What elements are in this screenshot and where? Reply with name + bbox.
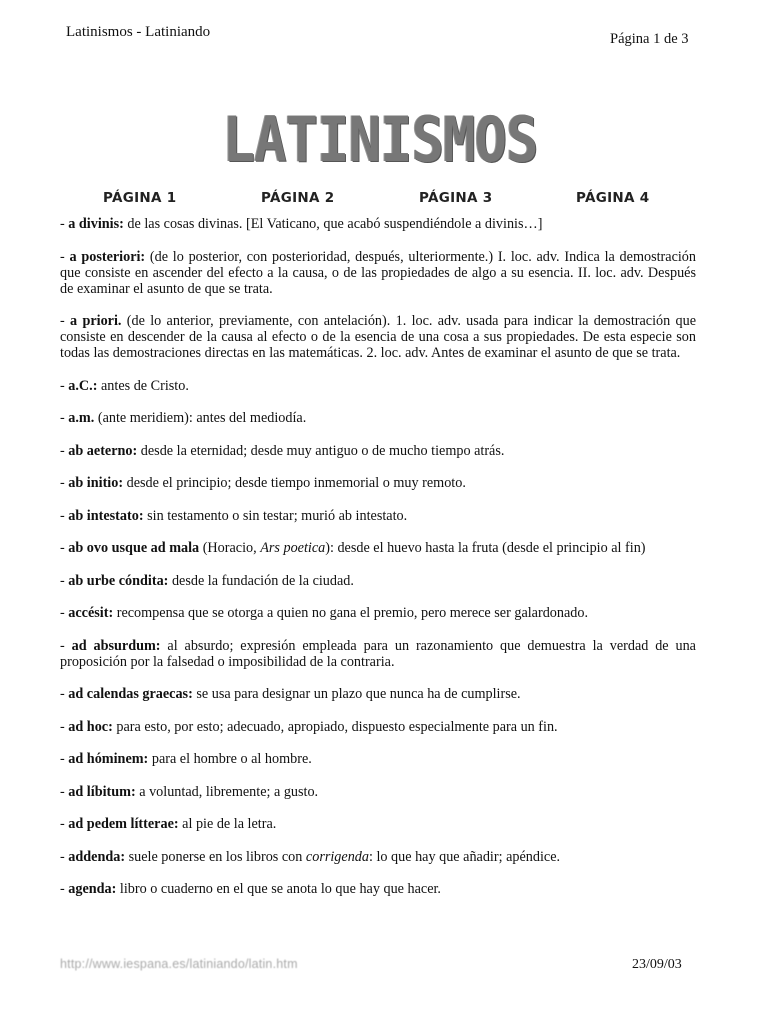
glossary-entry: - agenda: libro o cuaderno en el que se anota lo que hay que hacer. — [60, 881, 441, 897]
entry-definition: para el hombre o al hombre. — [148, 751, 312, 767]
entry-term: ab ovo usque ad mala — [68, 540, 200, 556]
footer-date: 23/09/03 — [632, 957, 682, 972]
entry-term: a posteriori: — [69, 248, 146, 265]
footer-url: http://www.iespana.es/latiniando/latin.htm — [60, 957, 298, 971]
nav-link-page-4[interactable]: PÁGINA 4 — [576, 190, 650, 206]
entry-definition: (de lo posterior, con posterioridad, después, ulteriormente.) I. loc. adv. Indica la demostración que consiste en ascender del efecto a la causa, o de las propiedades de algo a su esencia. II. loc. adv. Después de examinar el asunto de que se trata. — [60, 248, 696, 297]
entry-term: addenda: — [68, 848, 126, 865]
entry-term: ad hoc: — [68, 718, 113, 735]
entry-definition: para esto, por esto; adecuado, apropiado, dispuesto especialmente para un fin. — [112, 718, 558, 735]
glossary-entry: - a.C.: antes de Cristo. — [60, 377, 189, 394]
nav-link-page-3[interactable]: PÁGINA 3 — [419, 190, 493, 206]
entry-term: a.C.: — [68, 377, 98, 394]
entry-definition-rest: ): desde el huevo hasta la fruta (desde el principio al fin) — [325, 540, 646, 556]
page-navigation — [0, 190, 768, 214]
entry-term: ad absurdum: — [71, 637, 161, 654]
entry-definition-rest: : lo que hay que añadir; apéndice. — [368, 848, 561, 865]
glossary-entry: - ab initio: desde el principio; desde tiempo inmemorial o muy remoto. — [60, 475, 466, 491]
latinismos-logo: LATINISMOS — [222, 102, 538, 176]
entry-definition: (ante meridiem): antes del mediodía. — [94, 410, 307, 426]
entry-term: ad calendas graecas: — [68, 686, 193, 702]
glossary-entry: - a posteriori: (de lo posterior, con posterioridad, después, ulteriormente.) I. loc. adv. Indica la demostración que consiste en ascender del efecto a la causa, o de las propiedades de algo a su esencia. II. loc. adv. Después de examinar el asunto de que se trata. — [60, 248, 696, 297]
entry-definition: libro o cuaderno en el que se anota lo que hay que hacer. — [116, 881, 441, 897]
entry-definition: al absurdo; expresión empleada para un razonamiento que demuestra la verdad de una proposición por la falsedad o imposibilidad de la contraria. — [60, 637, 696, 670]
entry-term: ad pedem lítterae: — [68, 816, 179, 832]
entry-definition: a voluntad, libremente; a gusto. — [135, 783, 319, 800]
entry-term: ab aeterno: — [68, 442, 138, 459]
entry-italic: corrigenda — [305, 848, 369, 865]
glossary-list — [60, 216, 696, 914]
glossary-entry: - ad pedem lítterae: al pie de la letra. — [60, 816, 277, 832]
entry-term: ab initio: — [68, 475, 124, 491]
nav-link-page-2[interactable]: PÁGINA 2 — [261, 190, 335, 206]
entry-definition: al pie de la letra. — [178, 816, 277, 832]
page-indicator: Página 1 de 3 — [610, 31, 689, 47]
glossary-entry: - ad líbitum: a voluntad, libremente; a gusto. — [60, 783, 319, 800]
nav-link-page-1[interactable]: PÁGINA 1 — [103, 190, 177, 206]
glossary-entry: - ad calendas graecas: se usa para designar un plazo que nunca ha de cumplirse. — [60, 686, 521, 702]
glossary-entry: - a.m. (ante meridiem): antes del mediodía. — [60, 410, 307, 426]
glossary-entry: - ab intestato: sin testamento o sin testar; murió ab intestato. — [60, 507, 408, 524]
entry-definition: sin testamento o sin testar; murió ab intestato. — [143, 507, 408, 524]
entry-term: ab urbe cóndita: — [68, 572, 169, 589]
glossary-entry: - ab aeterno: desde la eternidad; desde muy antiguo o de mucho tiempo atrás. — [60, 442, 505, 459]
glossary-entry: - ad absurdum: al absurdo; expresión empleada para un razonamiento que demuestra la verdad de una proposición por la falsedad o imposibilidad de la contraria. — [60, 637, 696, 670]
entry-definition: antes de Cristo. — [97, 377, 189, 394]
entry-definition: se usa para designar un plazo que nunca ha de cumplirse. — [192, 686, 521, 702]
entry-italic: Ars poetica — [260, 540, 326, 556]
entry-definition: (Horacio, — [199, 540, 261, 556]
glossary-entry: - ab ovo usque ad mala (Horacio, Ars poetica): desde el huevo hasta la fruta (desde el principio al fin) — [60, 540, 646, 556]
glossary-entry: - addenda: suele ponerse en los libros con corrigenda: lo que hay que añadir; apéndice. — [60, 848, 561, 865]
document-title: Latinismos - Latiniando — [66, 24, 211, 40]
entry-term: ad hóminem: — [68, 751, 149, 767]
glossary-entry: - ab urbe cóndita: desde la fundación de la ciudad. — [60, 572, 354, 589]
entry-definition: suele ponerse en los libros con — [125, 848, 306, 865]
entry-term: ab intestato: — [68, 507, 144, 524]
entry-term: agenda: — [68, 881, 117, 897]
entry-definition: desde el principio; desde tiempo inmemorial o muy remoto. — [123, 475, 466, 491]
entry-definition: recompensa que se otorga a quien no gana el premio, pero merece ser galardonado. — [113, 605, 589, 621]
glossary-entry: - accésit: recompensa que se otorga a quien no gana el premio, pero merece ser galardonado. — [60, 605, 589, 621]
entry-definition: de las cosas divinas. [El Vaticano, que acabó suspendiéndole a divinis…] — [123, 216, 543, 232]
entry-term: a priori. — [70, 313, 122, 329]
glossary-entry: - ad hóminem: para el hombre o al hombre. — [60, 751, 312, 767]
entry-term: ad líbitum: — [68, 783, 136, 800]
entry-term: a divinis: — [68, 216, 124, 232]
entry-term: a.m. — [68, 410, 95, 426]
glossary-entry: - ad hoc: para esto, por esto; adecuado, apropiado, dispuesto especialmente para un fin. — [60, 718, 558, 735]
entry-term: accésit: — [68, 605, 114, 621]
glossary-entry: - a priori. (de lo anterior, previamente, con antelación). 1. loc. adv. usada para indicar la demostración que consiste en descender de la causa al efecto o de la esencia de una cosa a sus propiedades. De esta especie son todas las demostraciones directas en las matemáticas. 2. loc. adv. Antes de examinar el asunto de que se trata. — [60, 313, 696, 361]
entry-definition: desde la fundación de la ciudad. — [168, 572, 354, 589]
entry-definition: (de lo anterior, previamente, con antelación). 1. loc. adv. usada para indicar la demostración que consiste en descender de la causa al efecto o de la esencia de una cosa a sus propiedades. De esta especie son todas las demostraciones directas en las matemáticas. 2. loc. adv. Antes de examinar el asunto de que se trata. — [60, 313, 696, 361]
entry-definition: desde la eternidad; desde muy antiguo o de mucho tiempo atrás. — [137, 442, 505, 459]
glossary-entry: - a divinis: de las cosas divinas. [El Vaticano, que acabó suspendiéndole a divinis…] — [60, 216, 543, 232]
